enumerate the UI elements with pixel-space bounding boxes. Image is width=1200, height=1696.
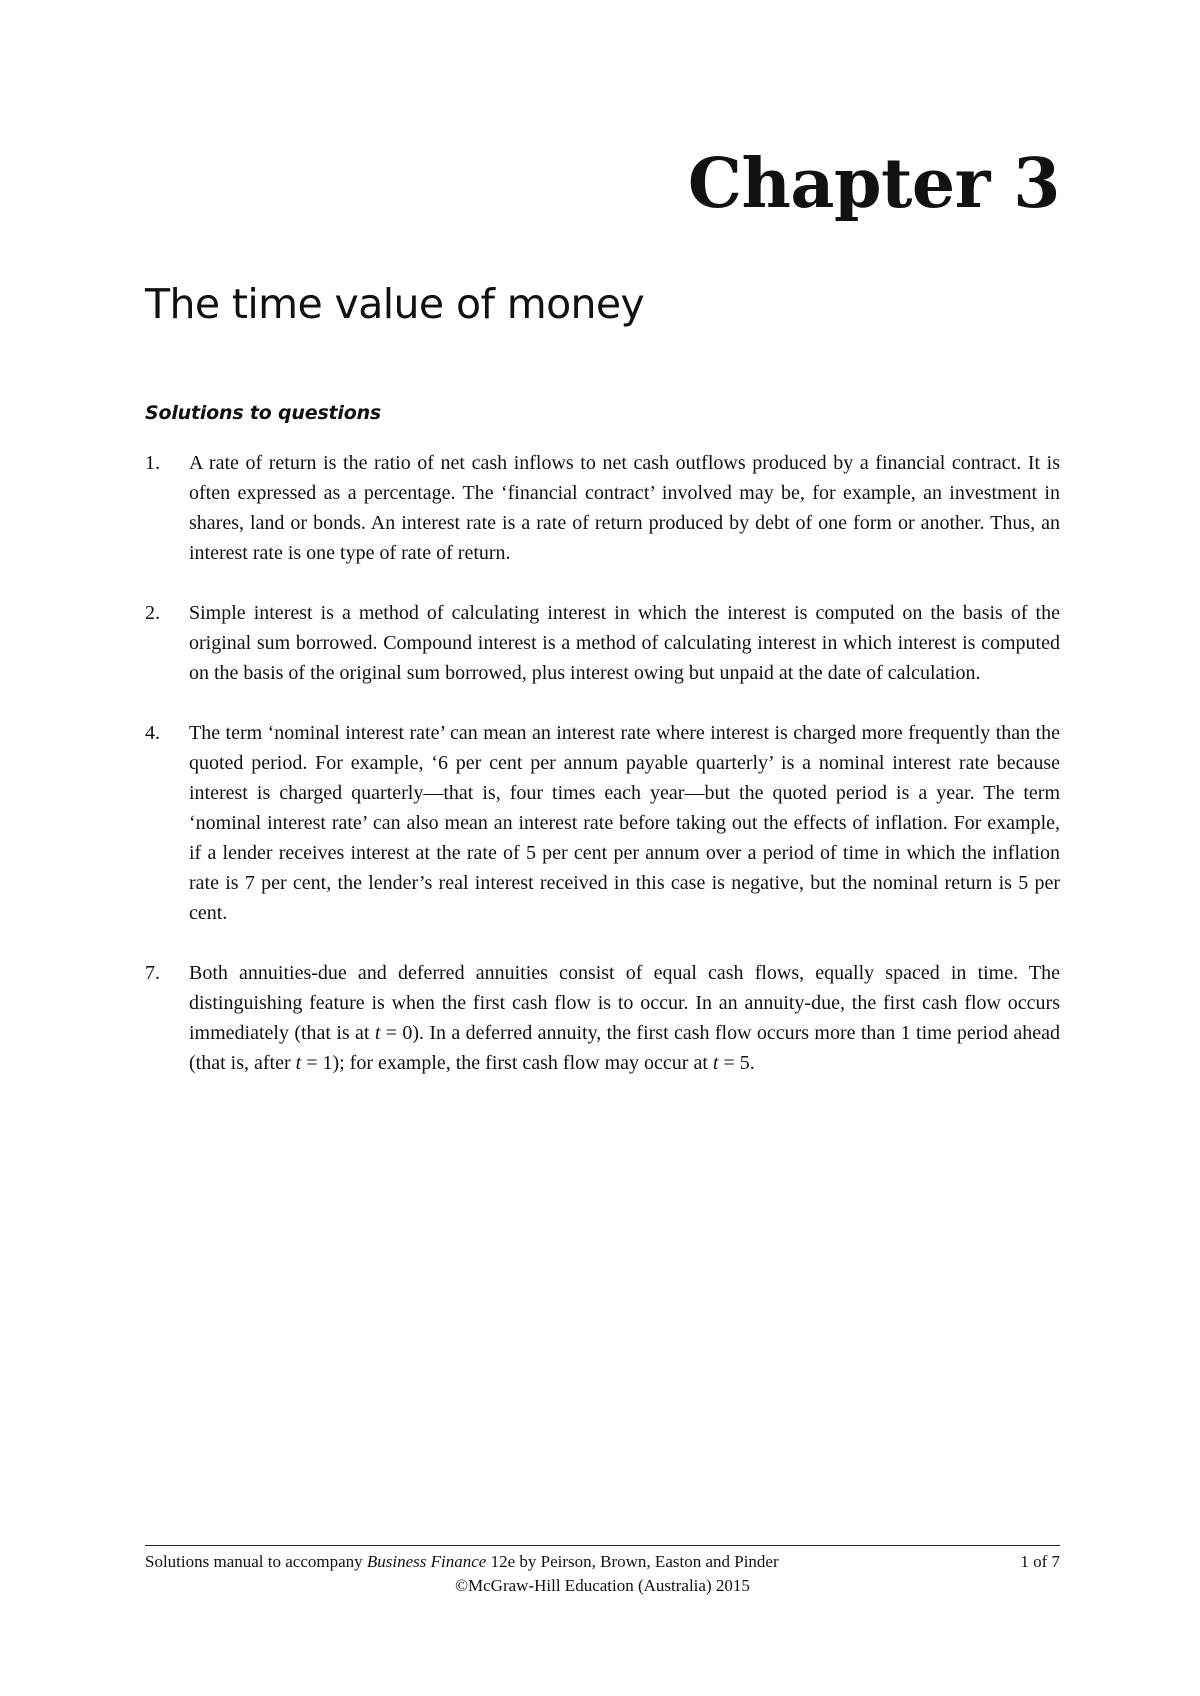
page-number: 1 of 7: [1020, 1552, 1060, 1571]
question-answer-text: A rate of return is the ratio of net cash inflows to net cash outflows produced by a financial contract. It is often expressed as a percentage. The ‘financial contract’ involved may be, for example, an investment in shares, land or bonds. An interest rate is a rate of return produced by debt of one form or another. Thus, an interest rate is one type of rate of return.: [189, 452, 1060, 564]
list-item: [145, 448, 1060, 568]
question-number: 1.: [145, 452, 160, 474]
variable-t: t: [712, 1052, 719, 1074]
page-footer: [145, 1550, 1060, 1598]
question-answer-text: Simple interest is a method of calculating interest in which the interest is computed on the basis of the original sum borrowed. Compound interest is a method of calculating interest in which interest is computed on the basis of the original sum borrowed, plus interest owing but unpaid at the date of calculation.: [189, 602, 1060, 684]
question-number: 7.: [145, 962, 160, 984]
list-item: [145, 958, 1060, 1078]
question-number: 4.: [145, 722, 160, 744]
book-title: Business Finance: [366, 1552, 487, 1571]
question-list: [145, 448, 1060, 1108]
chapter-title: The time value of money: [145, 280, 645, 328]
question-number: 2.: [145, 602, 160, 624]
variable-t: t: [295, 1052, 302, 1074]
list-item: [145, 598, 1060, 688]
chapter-heading: Chapter 3: [687, 144, 1060, 224]
variable-t: t: [374, 1022, 381, 1044]
question-answer-text: The term ‘nominal interest rate’ can mean an interest rate where interest is charged more frequently than the quoted period. For example, ‘6 per cent per annum payable quarterly’ is a nominal interest rate because interest is charged quarterly—that is, four times each year—but the quoted period is a year. The term ‘nominal interest rate’ can also mean an interest rate before taking out the effects of inflation. For example, if a lender receives interest at the rate of 5 per cent per annum over a period of time in which the inflation rate is 7 per cent, the lender’s real interest received in this case is negative, but the nominal return is 5 per cent.: [189, 722, 1060, 924]
copyright-notice: ©McGraw-Hill Education (Australia) 2015: [455, 1576, 750, 1595]
question-answer-text: Both annuities-due and deferred annuities consist of equal cash flows, equally spaced in time. The distinguishing feature is when the first cash flow is to occur. In an annuity-due, the first cash flow occurs immediately (that is at t = 0). In a deferred annuity, the first cash flow occurs more than 1 time period ahead (that is, after t = 1); for example, the first cash flow may occur at t = 5.: [189, 962, 1060, 1074]
list-item: [145, 718, 1060, 928]
section-heading: Solutions to questions: [145, 402, 382, 424]
footer-divider: [145, 1545, 1060, 1546]
footer-source: Solutions manual to accompany Business Finance 12e by Peirson, Brown, Easton and Pinder: [145, 1552, 779, 1571]
